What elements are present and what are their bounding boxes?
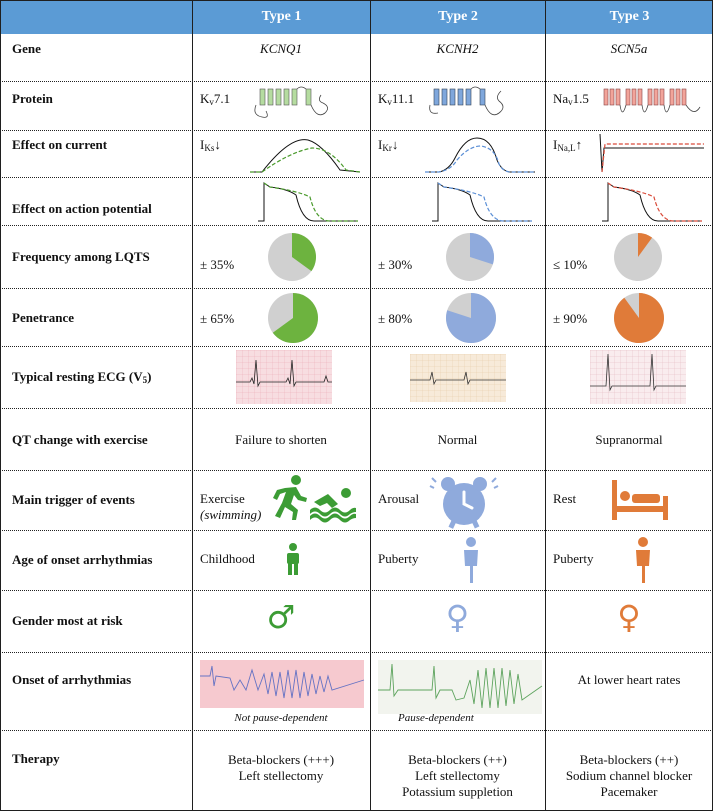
frequency-type-2: ± 30% (378, 257, 413, 272)
ap-trace-type-3 (602, 181, 702, 223)
onset-note-type-2: Pause-dependent (398, 712, 474, 724)
current-trace-type-1 (250, 134, 360, 174)
onset-type-3: At lower heart rates (577, 672, 681, 687)
protein-type-2: $K_v11.1$ (378, 91, 415, 107)
row-label-qt-change: QT change with exercise (12, 432, 148, 447)
row-label-age-onset: Age of onset arrhythmias (12, 552, 153, 567)
qt-type-3: Supranormal (595, 432, 663, 447)
teen-girl-icon-type-2 (462, 536, 480, 584)
running-icon (272, 474, 308, 520)
header-type-1: Type 1 (192, 0, 370, 34)
therapy-type-1: Beta-blockers (+++) Left stellectomy (227, 752, 335, 783)
pie-frequency-type-3 (614, 233, 662, 281)
ap-trace-type-2 (432, 181, 532, 223)
age-type-1: Childhood (200, 551, 255, 566)
swimming-icon (310, 484, 356, 520)
row-label-gender: Gender most at risk (12, 613, 123, 628)
ecg-strip-type-3 (590, 350, 686, 404)
row-label-ecg: Typical resting ECG $(V_5)$ (12, 369, 152, 385)
ap-trace-type-1 (258, 181, 358, 223)
frequency-type-1: ± 35% (200, 257, 235, 272)
channel-diagram-type-3 (600, 85, 706, 125)
channel-diagram-type-1 (252, 85, 344, 125)
therapy-type-3: Beta-blockers (++) Sodium channel blocker Pacemaker (565, 752, 693, 799)
current-trace-type-2 (425, 134, 535, 174)
protein-type-3: $Na_v1.5$ (553, 91, 589, 107)
bed-icon (610, 478, 670, 522)
qt-type-2: Normal (437, 432, 478, 447)
trigger-note-type-1: (swimming) (200, 507, 262, 522)
penetrance-type-3: ± 90% (553, 311, 588, 326)
male-symbol-icon: ♂ (266, 598, 296, 636)
female-symbol-icon-type-2: ♀ (445, 598, 470, 636)
protein-type-1: $K_v7.1$ (200, 91, 231, 107)
frequency-type-3: ≤ 10% (553, 257, 588, 272)
age-type-3: Puberty (553, 551, 594, 566)
ecg-strip-type-2 (410, 354, 506, 402)
qt-type-1: Failure to shorten (235, 432, 327, 447)
trigger-type-1: Exercise (200, 491, 245, 506)
pie-slice (614, 293, 664, 343)
row-label-therapy: Therapy (12, 751, 60, 766)
onset-note-type-1: Not pause-dependent (234, 712, 328, 724)
channel-diagram-type-2 (428, 85, 520, 125)
current-type-3: $I_{Na,L}↑$ (553, 137, 583, 153)
header-type-2: Type 2 (370, 0, 545, 34)
child-icon (285, 542, 301, 576)
row-label-trigger: Main trigger of events (12, 492, 135, 507)
pie-penetrance-type-1 (268, 293, 318, 343)
row-label-protein: Protein (12, 91, 53, 106)
penetrance-type-2: ± 80% (378, 311, 413, 326)
row-label-effect-ap: Effect on action potential (12, 201, 152, 216)
header-type-3: Type 3 (545, 0, 713, 34)
ecg-strip-type-1 (236, 350, 332, 404)
arrhythmia-strip-type-2 (378, 660, 542, 714)
arrhythmia-strip-type-1 (200, 660, 364, 708)
row-label-effect-current: Effect on current (12, 137, 108, 152)
pie-penetrance-type-2 (446, 293, 496, 343)
gene-type-2: KCNH2 (436, 41, 479, 56)
current-trace-type-3 (596, 134, 706, 174)
row-label-onset: Onset of arrhythmias (12, 672, 132, 687)
teen-girl-icon-type-3 (634, 536, 652, 584)
therapy-type-2: Beta-blockers (++) Left stellectomy Potassium suppletion (402, 752, 513, 799)
gene-type-1: KCNQ1 (260, 41, 302, 56)
row-label-gene: Gene (12, 41, 41, 56)
row-label-frequency: Frequency among LQTS (12, 249, 150, 264)
pie-frequency-type-1 (268, 233, 316, 281)
gene-type-3: SCN5a (610, 41, 648, 56)
current-type-2: $I_{Kr}↓$ (378, 137, 399, 153)
alarm-clock-icon (428, 474, 500, 530)
current-type-1: $I_{Ks}↓$ (200, 137, 221, 153)
header-blank (0, 0, 192, 34)
trigger-type-3: Rest (553, 491, 577, 506)
age-type-2: Puberty (378, 551, 419, 566)
row-label-penetrance: Penetrance (12, 310, 75, 325)
trigger-type-2: Arousal (378, 491, 420, 506)
pie-frequency-type-2 (446, 233, 494, 281)
penetrance-type-1: ± 65% (200, 311, 235, 326)
female-symbol-icon-type-3: ♀ (617, 598, 641, 636)
pie-penetrance-type-3 (614, 293, 664, 343)
